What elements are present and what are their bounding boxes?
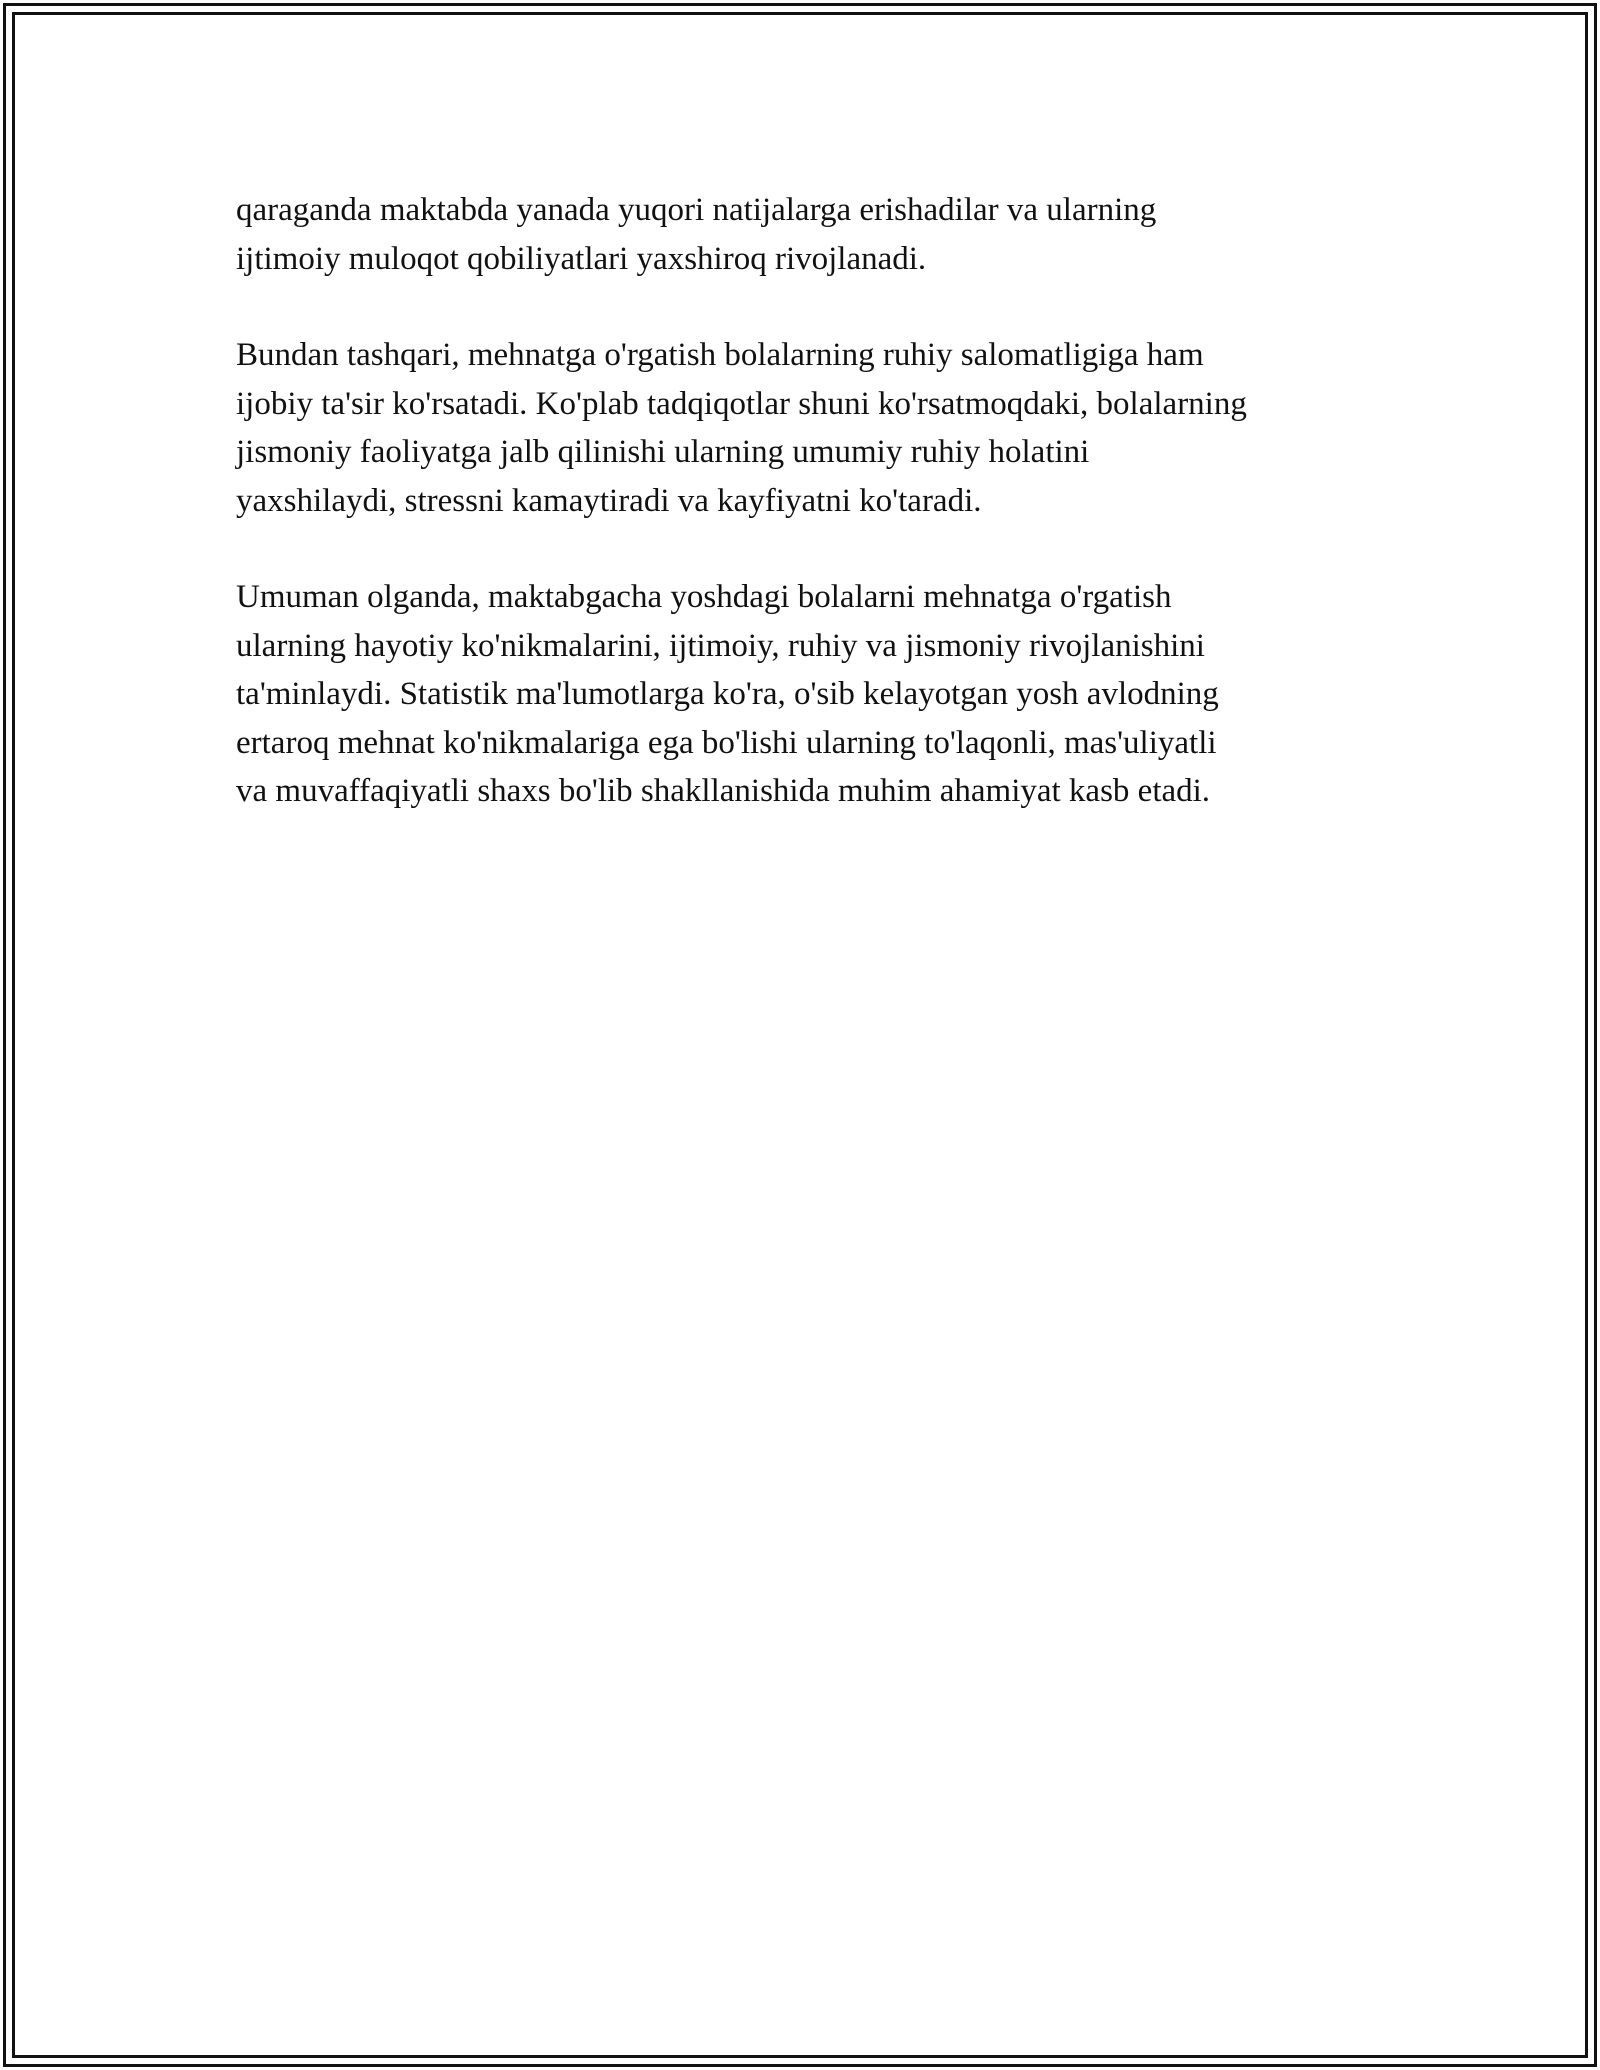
paragraph-line: va muvaffaqiyatli shaxs bo'lib shakllanishida muhim ahamiyat kasb etadi. xyxy=(236,773,1211,809)
paragraph-line: ijtimoiy muloqot qobiliyatlari yaxshiroq rivojlanadi. xyxy=(236,240,927,277)
paragraph-line: ertaroq mehnat ko'nikmalariga ega bo'lishi ularning to'laqonli, mas'uliyatli xyxy=(236,724,1217,761)
paragraph-line: yaxshilaydi, stressni kamaytiradi va kayfiyatni ko'taradi. xyxy=(236,482,982,519)
paragraph-line: Umuman olganda, maktabgacha yoshdagi bolalarni mehnatga o'rgatish xyxy=(236,579,1172,615)
paragraph-line: jismoniy faoliyatga jalb qilinishi ularning umumiy ruhiy holatini xyxy=(236,434,1090,470)
paragraph-2 xyxy=(236,331,1396,525)
paragraph-line: qaraganda maktabda yanada yuqori natijalarga erishadilar va ularning xyxy=(236,192,1157,228)
paragraph-3 xyxy=(236,573,1396,816)
document-body xyxy=(236,186,1396,864)
paragraph-line: ijobiy ta'sir ko'rsatadi. Ko'plab tadqiqotlar shuni ko'rsatmoqdaki, bolalarning xyxy=(236,385,1247,422)
paragraph-line: ularning hayotiy ko'nikmalarini, ijtimoiy, ruhiy va jismoniy rivojlanishini xyxy=(236,627,1205,664)
paragraph-line: ta'minlaydi. Statistik ma'lumotlarga ko'ra, o'sib kelayotgan yosh avlodning xyxy=(236,676,1219,712)
paragraph-line: Bundan tashqari, mehnatga o'rgatish bolalarning ruhiy salomatligiga ham xyxy=(236,337,1204,373)
paragraph-1 xyxy=(236,186,1396,283)
